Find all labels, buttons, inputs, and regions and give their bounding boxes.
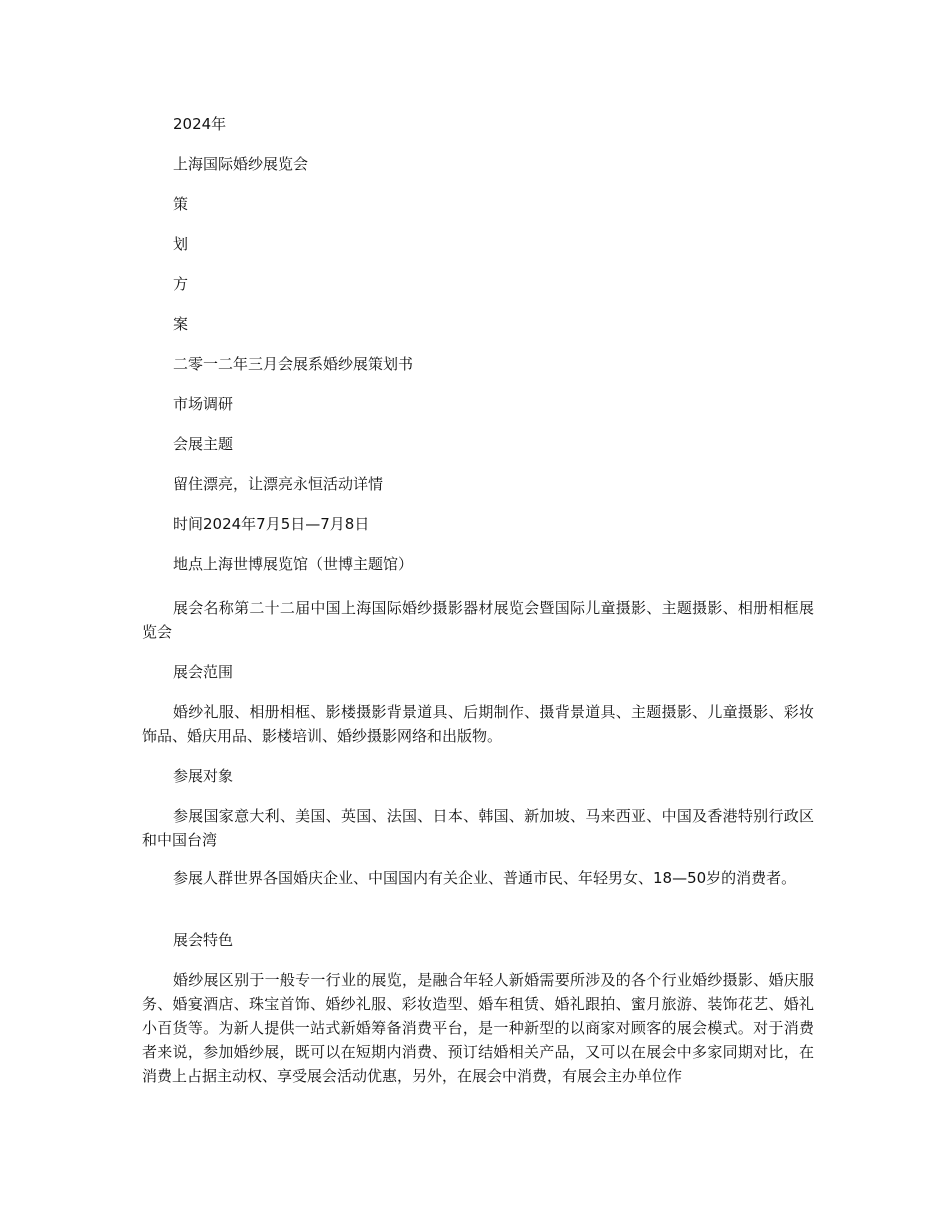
heading-features: 展会特色 <box>173 931 234 949</box>
paragraph-countries: 参展国家意大利、美国、英国、法国、日本、韩国、新加坡、马来西亚、中国及香港特别行政区和中国台湾 <box>142 807 814 849</box>
title-char-1: 策 <box>173 195 189 213</box>
time-line: 时间2024年7月5日—7月8日 <box>173 515 370 533</box>
heading-scope: 展会范围 <box>173 663 234 681</box>
heading-market-research: 市场调研 <box>173 395 234 413</box>
paragraph-features: 婚纱展区别于一般专一行业的展览，是融合年轻人新婚需要所涉及的各个行业婚纱摄影、婚庆服务、婚宴酒店、珠宝首饰、婚纱礼服、彩妆造型、婚车租赁、婚礼跟拍、蜜月旅游、装饰花艺、婚礼小百货等。为新人提供一站式新婚筹备消费平台，是一种新型的以商家对顾客的展会模式。对于消费者来说，参加婚纱展，既可以在短期内消费、预订结婚相关产品，又可以在展会中多家同期对比，在消费上占据主动权、享受展会活动优惠，另外，在展会中消费，有展会主办单位作 <box>142 971 814 1085</box>
subtitle-line: 二零一二年三月会展系婚纱展策划书 <box>173 355 414 373</box>
title-char-3: 方 <box>173 275 189 293</box>
paragraph-scope: 婚纱礼服、相册相框、影楼摄影背景道具、后期制作、摄背景道具、主题摄影、儿童摄影、彩妆饰品、婚庆用品、影楼培训、婚纱摄影网络和出版物。 <box>142 703 814 745</box>
title-line: 上海国际婚纱展览会 <box>173 155 309 173</box>
title-char-2: 划 <box>173 235 189 253</box>
title-char-4: 案 <box>173 315 189 333</box>
heading-participants: 参展对象 <box>173 767 234 785</box>
paragraph-exhibition-name: 展会名称第二十二届中国上海国际婚纱摄影器材展览会暨国际儿童摄影、主题摄影、相册相框展览会 <box>142 599 814 641</box>
year-line: 2024年 <box>173 115 227 133</box>
paragraph-audience: 参展人群世界各国婚庆企业、中国国内有关企业、普通市民、年轻男女、18—50岁的消费者。 <box>173 869 797 887</box>
location-line: 地点上海世博展览馆（世博主题馆） <box>173 555 414 573</box>
theme-line: 留住漂亮，让漂亮永恒活动详情 <box>173 475 384 493</box>
heading-theme: 会展主题 <box>173 435 234 453</box>
